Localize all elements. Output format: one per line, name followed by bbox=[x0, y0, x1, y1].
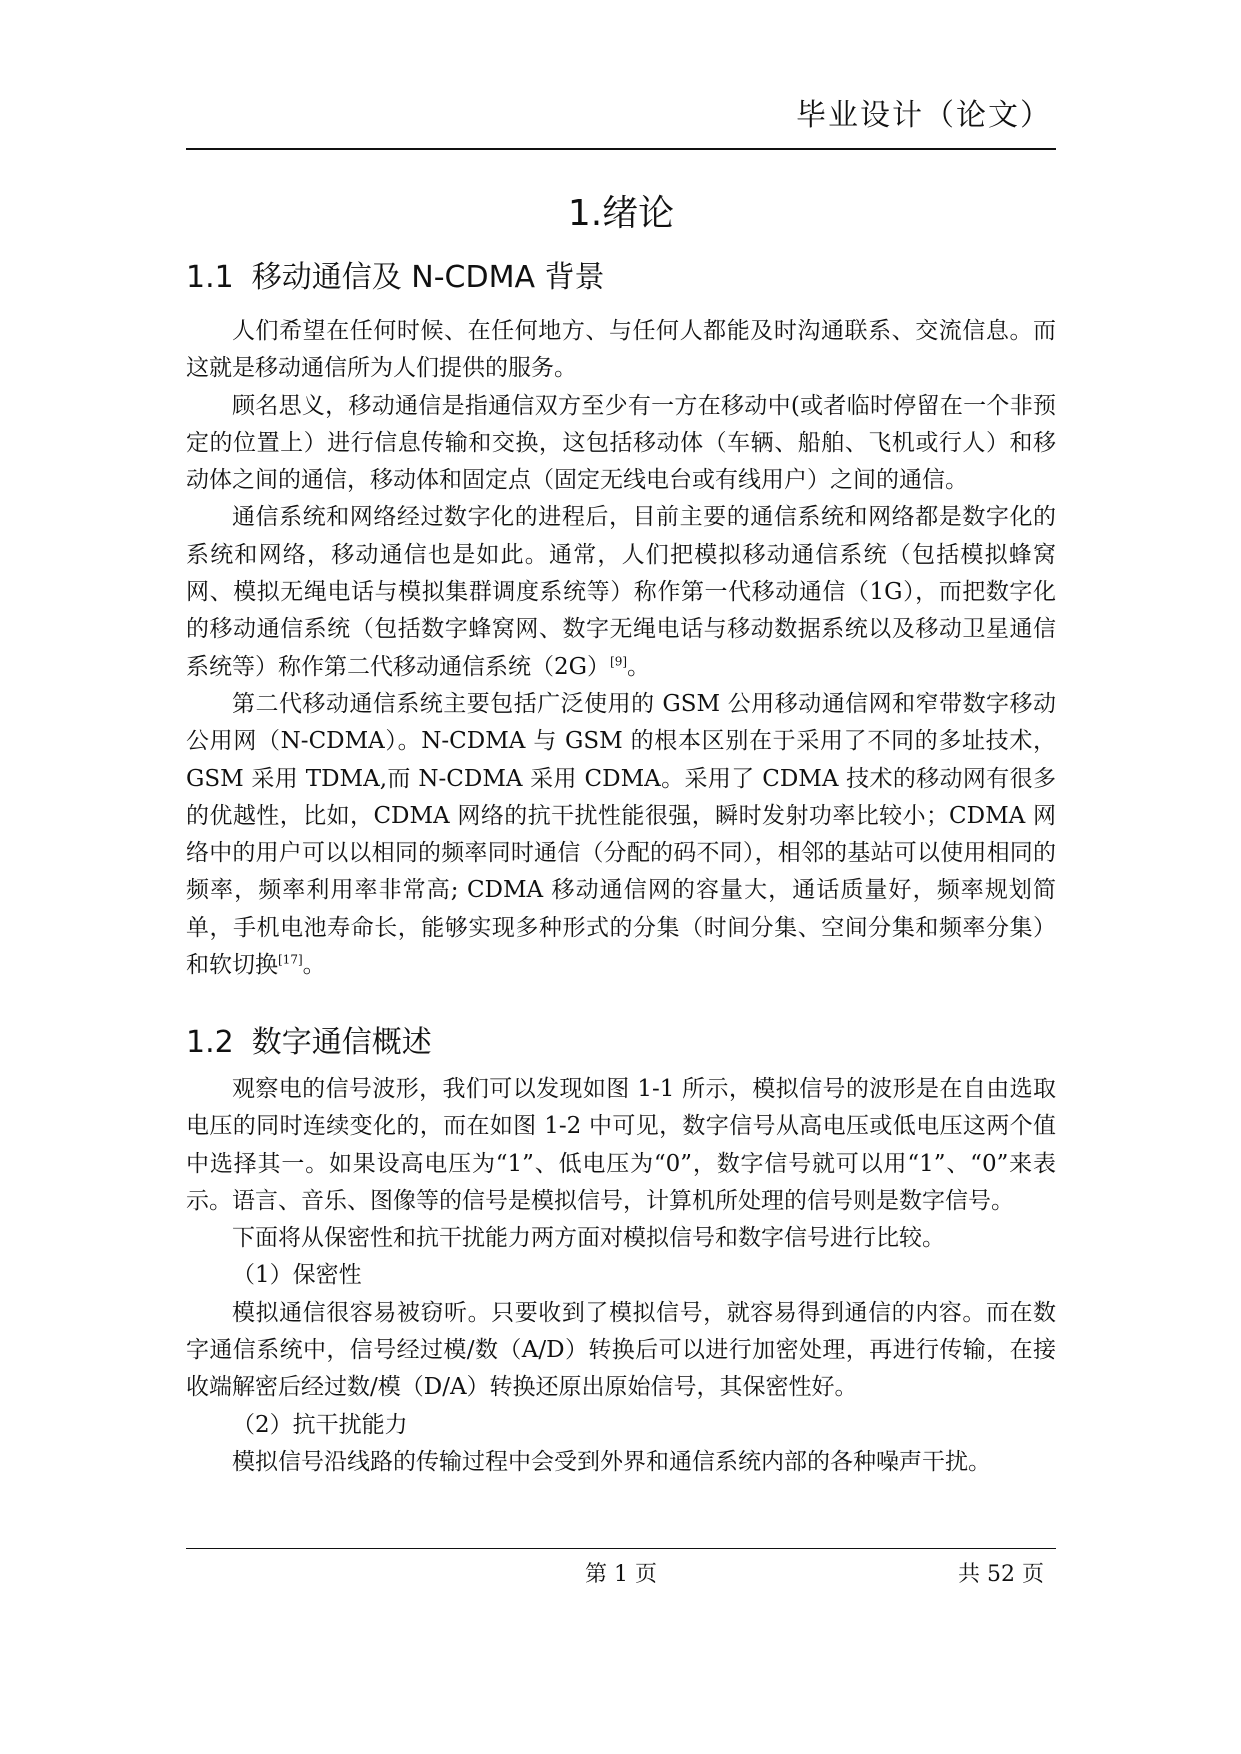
paragraph bbox=[186, 686, 1056, 984]
section-1-2-body bbox=[186, 1071, 1056, 1481]
paragraph: 观察电的信号波形，我们可以发现如图 1-1 所示，模拟信号的波形是在自由选取电压的同时连续变化的，而在如图 1-2 中可见，数字信号从高电压或低电压这两个值中选择其一。如果设高电压为“1”、低电压为“0”，数字信号就可以用“1”、“0”来表示。语言、音乐、图像等的信号是模拟信号，计算机所处理的信号则是数字信号。 bbox=[186, 1076, 1056, 1214]
paragraph-tail: 。 bbox=[302, 952, 326, 979]
paragraph-subheading: （1）保密性 bbox=[232, 1262, 362, 1289]
paragraph: 下面将从保密性和抗干扰能力两方面对模拟信号和数字信号进行比较。 bbox=[232, 1225, 945, 1252]
footer-divider bbox=[186, 1548, 1056, 1549]
section-heading-1-2 bbox=[186, 1023, 432, 1063]
page-header bbox=[186, 96, 1056, 150]
page-total: 共 52 页 bbox=[958, 1562, 1044, 1587]
paragraph: 顾名思义，移动通信是指通信双方至少有一方在移动中(或者临时停留在一个非预定的位置上）进行信息传输和交换，这包括移动体（车辆、船舶、飞机或行人）和移动体之间的通信，移动体和固定点（固定无线电台或有线用户）之间的通信。 bbox=[186, 392, 1056, 494]
paragraph: 人们希望在任何时候、在任何地方、与任何人都能及时沟通联系、交流信息。而这就是移动通信所为人们提供的服务。 bbox=[186, 318, 1056, 382]
section-1-1-body bbox=[186, 313, 1056, 984]
page-number: 第 1 页 bbox=[585, 1562, 657, 1587]
section-number: 1.1 bbox=[186, 260, 234, 295]
chapter-title: 1.绪论 bbox=[567, 193, 675, 234]
paragraph bbox=[186, 499, 1056, 685]
section-heading-1-1 bbox=[186, 258, 605, 298]
paragraph: 模拟通信很容易被窃听。只要收到了模拟信号，就容易得到通信的内容。而在数字通信系统中，信号经过模/数（A/D）转换后可以进行加密处理，再进行传输，在接收端解密后经过数/模（D/A）转换还原出原始信号，其保密性好。 bbox=[186, 1299, 1056, 1401]
section-number: 1.2 bbox=[186, 1025, 234, 1060]
paragraph-subheading: （2）抗干扰能力 bbox=[232, 1411, 408, 1438]
paragraph: 模拟信号沿线路的传输过程中会受到外界和通信系统内部的各种噪声干扰。 bbox=[232, 1448, 991, 1475]
citation: [17] bbox=[278, 952, 303, 967]
header-title: 毕业设计（论文） bbox=[796, 98, 1052, 133]
paragraph-text: 通信系统和网络经过数字化的进程后，目前主要的通信系统和网络都是数字化的系统和网络，移动通信也是如此。通常，人们把模拟移动通信系统（包括模拟蜂窝网、模拟无绳电话与模拟集群调度系统等）称作第一代移动通信（1G），而把数字化的移动通信系统（包括数字蜂窝网、数字无绳电话与移动数据系统以及移动卫星通信系统等）称作第二代移动通信系统（2G） bbox=[186, 504, 1056, 680]
section-title-text: 移动通信及 N-CDMA 背景 bbox=[251, 260, 605, 295]
document-page bbox=[186, 0, 1056, 1754]
citation: [9] bbox=[610, 654, 628, 669]
paragraph-text: 第二代移动通信系统主要包括广泛使用的 GSM 公用移动通信网和窄带数字移动公用网（N-CDMA）。N-CDMA 与 GSM 的根本区别在于采用了不同的多址技术，GSM 采用 TDMA,而 N-CDMA 采用 CDMA。采用了 CDMA 技术的移动网有很多的优越性，比如，CDMA 网络的抗干扰性能很强，瞬时发射功率比较小；CDMA 网络中的用户可以以相同的频率同时通信（分配的码不同），相邻的基站可以使用相同的频率，频率利用率非常高; CDMA 移动通信网的容量大，通话质量好，频率规划简单，手机电池寿命长，能够实现多种形式的分集（时间分集、空间分集和频率分集）和软切换 bbox=[186, 690, 1056, 979]
section-title-text: 数字通信概述 bbox=[251, 1025, 432, 1060]
paragraph-tail: 。 bbox=[627, 653, 651, 680]
